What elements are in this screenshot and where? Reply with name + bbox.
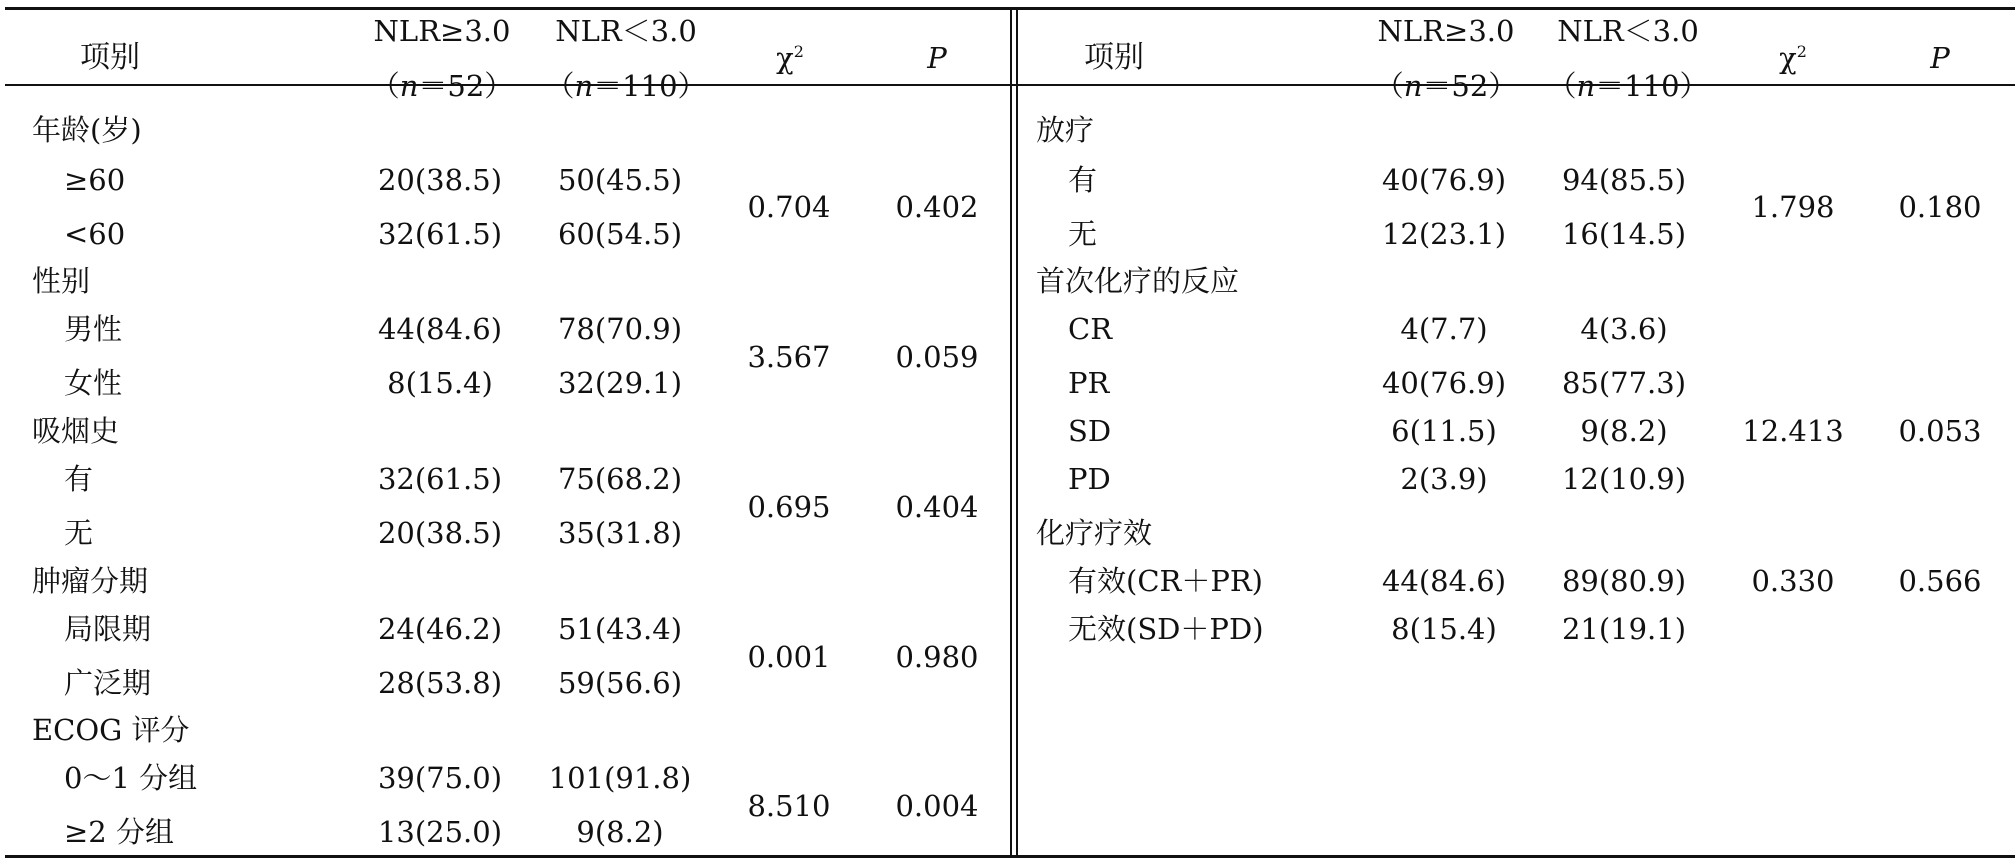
right-row-b: 12(10.9): [1561, 462, 1687, 496]
right-section-label: 放疗: [1036, 113, 1095, 147]
left-row-b: 50(45.5): [557, 163, 683, 197]
right-chi-value: 1.798: [1751, 190, 1835, 224]
left-p-value: 0.059: [895, 340, 979, 374]
left-section-label: 吸烟史: [32, 414, 120, 448]
left-row-a: 32(61.5): [377, 462, 503, 496]
left-row-a: 20(38.5): [377, 163, 503, 197]
right-section-label: 首次化疗的反应: [1036, 264, 1240, 298]
left-section-label: 年龄(岁): [32, 113, 142, 147]
left-header-col2-line2: （n＝110）: [545, 69, 707, 103]
right-row-b: 89(80.9): [1561, 564, 1687, 598]
left-chi-value: 3.567: [747, 340, 831, 374]
left-row-label: 广泛期: [64, 666, 152, 700]
right-row-label: CR: [1068, 312, 1113, 346]
left-row-a: 20(38.5): [377, 516, 503, 550]
right-chi-value: 0.330: [1751, 564, 1835, 598]
left-row-b: 9(8.2): [576, 815, 664, 849]
left-row-label: ≥2 分组: [64, 815, 174, 849]
left-row-a: 32(61.5): [377, 217, 503, 251]
right-row-label: PD: [1068, 462, 1111, 496]
left-row-label: 有: [64, 462, 94, 496]
left-row-b: 75(68.2): [557, 462, 683, 496]
left-row-a: 24(46.2): [377, 612, 503, 646]
right-row-b: 4(3.6): [1580, 312, 1668, 346]
left-header-p: P: [927, 41, 947, 75]
right-row-b: 21(19.1): [1561, 612, 1687, 646]
right-row-label: 无: [1068, 217, 1098, 251]
right-header-item: 项别: [1084, 40, 1144, 75]
left-p-value: 0.404: [895, 490, 979, 524]
left-row-label: <60: [64, 217, 126, 251]
left-row-label: 无: [64, 516, 94, 550]
left-header-col2-line1: NLR＜3.0: [555, 14, 697, 48]
right-header-col2-line1: NLR＜3.0: [1557, 14, 1699, 48]
right-row-a: 4(7.7): [1400, 312, 1488, 346]
right-row-a: 6(11.5): [1391, 414, 1497, 448]
right-row-b: 85(77.3): [1561, 366, 1687, 400]
right-row-b: 9(8.2): [1580, 414, 1668, 448]
right-header-col2-line2: （n＝110）: [1547, 69, 1709, 103]
left-row-b: 60(54.5): [557, 217, 683, 251]
right-row-label: PR: [1068, 366, 1110, 400]
left-row-label: 女性: [64, 366, 123, 400]
left-header-chi: $\chi^2$: [776, 41, 804, 75]
left-row-label: 局限期: [64, 612, 152, 646]
left-chi-value: 0.704: [747, 190, 831, 224]
left-row-b: 51(43.4): [557, 612, 683, 646]
left-row-label: 男性: [64, 312, 123, 346]
right-row-a: 44(84.6): [1381, 564, 1507, 598]
left-row-a: 44(84.6): [377, 312, 503, 346]
left-chi-value: 8.510: [747, 789, 831, 823]
column-divider-right: [1016, 7, 1018, 858]
right-row-a: 12(23.1): [1381, 217, 1507, 251]
right-header-p: P: [1930, 41, 1950, 75]
right-header-col1-line2: （n＝52）: [1374, 69, 1518, 103]
right-row-a: 40(76.9): [1381, 366, 1507, 400]
right-p-value: 0.053: [1898, 414, 1982, 448]
right-row-a: 40(76.9): [1381, 163, 1507, 197]
left-row-b: 101(91.8): [548, 761, 692, 795]
right-row-label: 有: [1068, 163, 1098, 197]
right-row-b: 94(85.5): [1561, 163, 1687, 197]
right-chi-value: 12.413: [1742, 414, 1844, 448]
left-row-a: 39(75.0): [377, 761, 503, 795]
left-header-item: 项别: [80, 40, 140, 75]
left-chi-value: 0.001: [747, 640, 831, 674]
left-chi-value: 0.695: [747, 490, 831, 524]
left-row-b: 59(56.6): [557, 666, 683, 700]
left-section-label: 肿瘤分期: [32, 564, 149, 598]
right-row-b: 16(14.5): [1561, 217, 1687, 251]
left-row-label: 0～1 分组: [64, 761, 198, 795]
left-row-a: 13(25.0): [377, 815, 503, 849]
left-p-value: 0.402: [895, 190, 979, 224]
right-header-col1-line1: NLR≥3.0: [1377, 14, 1515, 48]
left-row-a: 28(53.8): [377, 666, 503, 700]
column-divider-left: [1010, 7, 1012, 858]
right-row-label: 无效(SD＋PD): [1068, 612, 1264, 646]
right-row-label: SD: [1068, 414, 1112, 448]
left-row-label: ≥60: [64, 163, 126, 197]
left-row-a: 8(15.4): [387, 366, 493, 400]
left-p-value: 0.004: [895, 789, 979, 823]
left-section-label: 性别: [32, 264, 91, 298]
left-section-label: ECOG 评分: [32, 713, 190, 747]
left-p-value: 0.980: [895, 640, 979, 674]
right-header-chi: $\chi^2$: [1779, 41, 1807, 75]
right-row-label: 有效(CR＋PR): [1068, 564, 1263, 598]
left-row-b: 35(31.8): [557, 516, 683, 550]
right-p-value: 0.180: [1898, 190, 1982, 224]
right-section-label: 化疗疗效: [1036, 516, 1153, 550]
left-header-col1-line2: （n＝52）: [370, 69, 514, 103]
left-row-b: 78(70.9): [557, 312, 683, 346]
right-row-a: 8(15.4): [1391, 612, 1497, 646]
right-p-value: 0.566: [1898, 564, 1982, 598]
left-row-b: 32(29.1): [557, 366, 683, 400]
left-header-col1-line1: NLR≥3.0: [373, 14, 511, 48]
right-row-a: 2(3.9): [1400, 462, 1488, 496]
